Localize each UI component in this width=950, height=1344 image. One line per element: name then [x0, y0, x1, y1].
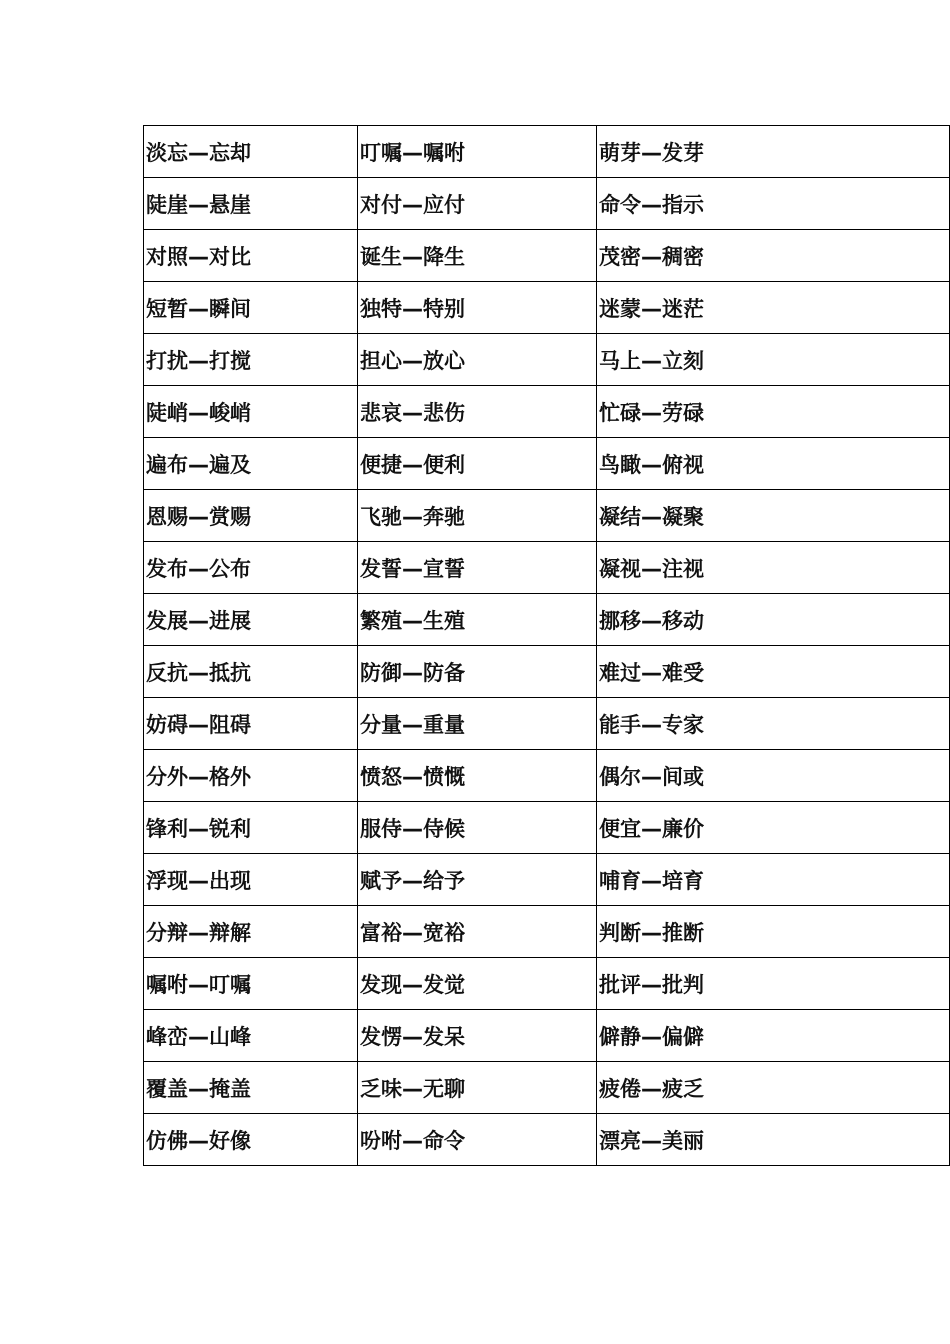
synonym-pair-cell: 凝视—注视 [597, 542, 950, 594]
table-row [144, 802, 950, 854]
synonym-pair-cell: 对付—应付 [358, 178, 597, 230]
synonym-pair-cell: 反抗—抵抗 [144, 646, 358, 698]
synonym-pair-cell: 嘱咐—叮嘱 [144, 958, 358, 1010]
synonym-pair-cell: 愤怒—愤慨 [358, 750, 597, 802]
table-row [144, 906, 950, 958]
synonym-pair-cell: 悲哀—悲伤 [358, 386, 597, 438]
synonym-pair-cell: 短暂—瞬间 [144, 282, 358, 334]
synonym-pair-cell: 分量—重量 [358, 698, 597, 750]
synonym-pair-cell: 马上—立刻 [597, 334, 950, 386]
synonym-pair-cell: 恩赐—赏赐 [144, 490, 358, 542]
synonym-pair-cell: 疲倦—疲乏 [597, 1062, 950, 1114]
synonym-pair-cell: 命令—指示 [597, 178, 950, 230]
synonym-pair-cell: 萌芽—发芽 [597, 126, 950, 178]
synonym-table [143, 125, 950, 1166]
synonym-pair-cell: 打扰—打搅 [144, 334, 358, 386]
table-row [144, 646, 950, 698]
synonym-pair-cell: 对照—对比 [144, 230, 358, 282]
synonym-pair-cell: 服侍—侍候 [358, 802, 597, 854]
synonym-pair-cell: 陡峭—峻峭 [144, 386, 358, 438]
table-row [144, 542, 950, 594]
table-row [144, 178, 950, 230]
synonym-pair-cell: 诞生—降生 [358, 230, 597, 282]
synonym-pair-cell: 乏味—无聊 [358, 1062, 597, 1114]
table-row [144, 386, 950, 438]
table-row [144, 750, 950, 802]
synonym-pair-cell: 茂密—稠密 [597, 230, 950, 282]
synonym-pair-cell: 僻静—偏僻 [597, 1010, 950, 1062]
synonym-pair-cell: 遍布—遍及 [144, 438, 358, 490]
table-row [144, 854, 950, 906]
synonym-pair-cell: 分外—格外 [144, 750, 358, 802]
table-row [144, 1010, 950, 1062]
synonym-pair-cell: 妨碍—阻碍 [144, 698, 358, 750]
table-row [144, 126, 950, 178]
synonym-pair-cell: 批评—批判 [597, 958, 950, 1010]
synonym-pair-cell: 浮现—出现 [144, 854, 358, 906]
synonym-pair-cell: 独特—特别 [358, 282, 597, 334]
table-row [144, 1114, 950, 1166]
synonym-pair-cell: 防御—防备 [358, 646, 597, 698]
synonym-pair-cell: 发现—发觉 [358, 958, 597, 1010]
synonym-pair-cell: 便捷—便利 [358, 438, 597, 490]
synonym-pair-cell: 锋利—锐利 [144, 802, 358, 854]
table-row [144, 438, 950, 490]
synonym-pair-cell: 仿佛—好像 [144, 1114, 358, 1166]
synonym-pair-cell: 吩咐—命令 [358, 1114, 597, 1166]
synonym-pair-cell: 能手—专家 [597, 698, 950, 750]
synonym-pair-cell: 判断—推断 [597, 906, 950, 958]
synonym-pair-cell: 叮嘱—嘱咐 [358, 126, 597, 178]
synonym-pair-cell: 繁殖—生殖 [358, 594, 597, 646]
synonym-pair-cell: 峰峦—山峰 [144, 1010, 358, 1062]
synonym-pair-cell: 难过—难受 [597, 646, 950, 698]
synonym-pair-cell: 哺育—培育 [597, 854, 950, 906]
synonym-pair-cell: 发展—进展 [144, 594, 358, 646]
table-row [144, 594, 950, 646]
table-row [144, 958, 950, 1010]
synonym-pair-cell: 陡崖—悬崖 [144, 178, 358, 230]
synonym-pair-cell: 忙碌—劳碌 [597, 386, 950, 438]
table-row [144, 490, 950, 542]
synonym-pair-cell: 便宜—廉价 [597, 802, 950, 854]
table-row [144, 282, 950, 334]
synonym-pair-cell: 偶尔—间或 [597, 750, 950, 802]
table-row [144, 230, 950, 282]
synonym-pair-cell: 分辩—辩解 [144, 906, 358, 958]
synonym-pair-cell: 淡忘—忘却 [144, 126, 358, 178]
synonym-pair-cell: 鸟瞰—俯视 [597, 438, 950, 490]
synonym-pair-cell: 漂亮—美丽 [597, 1114, 950, 1166]
table-row [144, 1062, 950, 1114]
synonym-pair-cell: 挪移—移动 [597, 594, 950, 646]
synonym-pair-cell: 富裕—宽裕 [358, 906, 597, 958]
synonym-pair-cell: 担心—放心 [358, 334, 597, 386]
synonym-pair-cell: 迷蒙—迷茫 [597, 282, 950, 334]
synonym-pair-cell: 赋予—给予 [358, 854, 597, 906]
synonym-pair-cell: 发誓—宣誓 [358, 542, 597, 594]
synonym-table-body [144, 126, 950, 1166]
synonym-pair-cell: 发愣—发呆 [358, 1010, 597, 1062]
synonym-pair-cell: 凝结—凝聚 [597, 490, 950, 542]
table-row [144, 698, 950, 750]
synonym-pair-cell: 覆盖—掩盖 [144, 1062, 358, 1114]
synonym-pair-cell: 飞驰—奔驰 [358, 490, 597, 542]
synonym-pair-cell: 发布—公布 [144, 542, 358, 594]
table-row [144, 334, 950, 386]
